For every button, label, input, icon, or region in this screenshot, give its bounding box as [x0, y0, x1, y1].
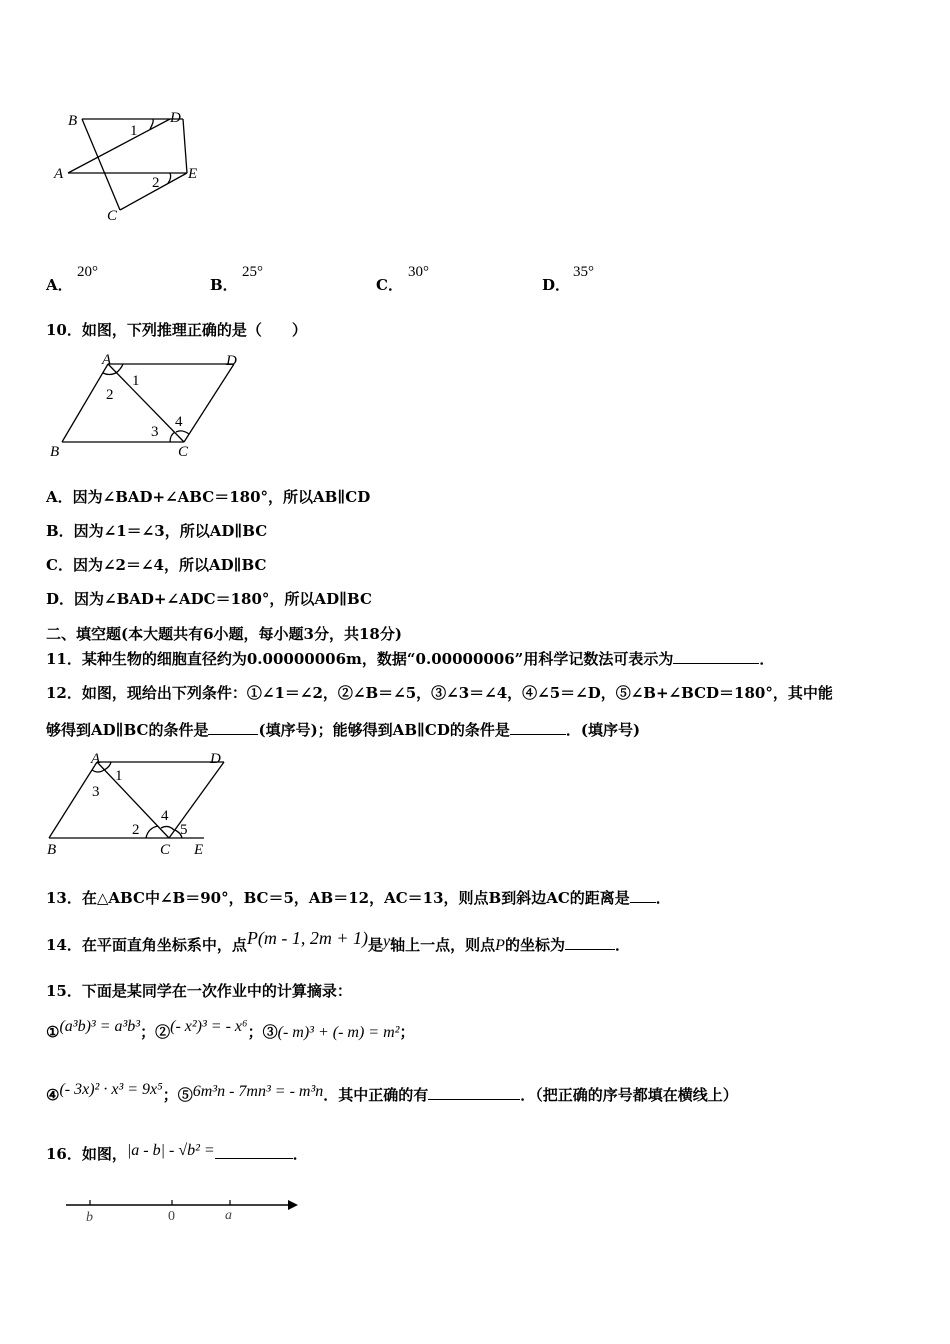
- q15-answer-blank[interactable]: [428, 1085, 520, 1100]
- label-B: B: [68, 113, 78, 129]
- q15-stem: 15．下面是某同学在一次作业中的计算摘录：: [46, 982, 352, 1000]
- segment-AB: [49, 762, 97, 838]
- q14-answer-blank[interactable]: [565, 935, 615, 950]
- q9-option-d-label: D．: [542, 276, 571, 294]
- q13-end: ．: [655, 889, 671, 907]
- segment-AC: [108, 364, 184, 442]
- q11-end: ．: [759, 650, 775, 668]
- label-angle-2: 2: [152, 175, 160, 191]
- q12-line2: [46, 720, 640, 740]
- q15-line1: [46, 1018, 415, 1043]
- segment-DC: [184, 364, 234, 442]
- segment-BC: [82, 119, 120, 210]
- angle-arc-4: [176, 431, 189, 434]
- q15-sep-3: ；: [399, 1023, 415, 1041]
- q15-expr-3: (- m)³ + (- m) = m²: [277, 1024, 400, 1041]
- q15-expr-5: 6m³n - 7mn³ = - m³n: [192, 1083, 324, 1100]
- q9-option-b-value: 25°: [242, 264, 263, 280]
- q15-sep-2: ；: [247, 1023, 263, 1041]
- q15-tail-1: ．其中正确的有: [323, 1086, 429, 1104]
- label-A: A: [54, 166, 64, 182]
- label-angle-5: 5: [180, 822, 188, 838]
- q14-mid: 是: [368, 936, 384, 954]
- q15-circle-3: ③: [262, 1023, 278, 1041]
- q15-circle-2: ②: [155, 1023, 171, 1041]
- label-zero: 0: [168, 1209, 175, 1224]
- angle-arc-2: [103, 373, 116, 375]
- label-E: E: [188, 166, 198, 182]
- q12-answer-blank-2[interactable]: [510, 720, 566, 735]
- q14-tail: 的坐标为: [504, 936, 565, 954]
- q12-line1: 12．如图，现给出下列条件：①∠1＝∠2，②∠B＝∠5，③∠3＝∠4，④∠5＝∠D，⑤∠B+∠BCD＝180°，其中能: [46, 684, 833, 702]
- label-angle-2: 2: [132, 822, 140, 838]
- q13-answer-blank[interactable]: [630, 888, 656, 903]
- q15-circle-4: ④: [46, 1086, 60, 1104]
- label-angle-3: 3: [92, 784, 100, 800]
- q15-expr-2: (- x²)³ = - x⁶: [170, 1018, 248, 1035]
- figure-q10: [46, 350, 246, 462]
- q9-option-d-value: 35°: [573, 264, 594, 280]
- label-angle-4: 4: [161, 808, 169, 824]
- label-D: D: [170, 110, 181, 126]
- label-angle-2: 2: [106, 387, 114, 403]
- label-E: E: [194, 842, 204, 858]
- q15-line2: [46, 1081, 738, 1106]
- q11-answer-blank[interactable]: [673, 649, 759, 664]
- q13: [46, 888, 671, 908]
- q9-option-a-label: A．: [46, 276, 73, 294]
- q9-option-b-label: B．: [210, 276, 238, 294]
- q15-expr-4: (- 3x)² · x³ = 9x⁵: [59, 1081, 163, 1098]
- label-angle-1: 1: [130, 123, 138, 139]
- label-D: D: [210, 751, 221, 767]
- label-C: C: [160, 842, 171, 858]
- angle-arc-4: [161, 826, 174, 830]
- q14: [46, 928, 630, 956]
- segment-AD: [68, 119, 170, 173]
- q9-option-c-value: 30°: [408, 264, 429, 280]
- q14-p: P: [495, 937, 505, 954]
- label-angle-4: 4: [175, 414, 183, 430]
- figure-q9: [50, 105, 210, 225]
- label-C: C: [107, 208, 118, 224]
- q16-answer-blank[interactable]: [215, 1144, 293, 1159]
- q15-tail-2: ．（把正确的序号都填在横线上）: [520, 1086, 738, 1104]
- q14-suffix: 轴上一点，则点: [390, 936, 496, 954]
- q15-circle-1: ①: [46, 1023, 60, 1041]
- q10-option-d: D．因为∠BAD+∠ADC＝180°，所以AD∥BC: [46, 590, 372, 608]
- q10-option-b: B．因为∠1＝∠3，所以AD∥BC: [46, 522, 268, 540]
- segment-DC: [169, 762, 224, 838]
- label-D: D: [226, 353, 237, 369]
- q14-axis: y: [383, 933, 391, 950]
- q10-option-a: A．因为∠BAD+∠ABC＝180°，所以AB∥CD: [46, 488, 371, 506]
- label-b: b: [86, 1210, 93, 1225]
- q13-text: 13．在△ABC中∠B＝90°，BC＝5，AB＝12，AC＝13，则点B到斜边AC的距离是: [46, 889, 630, 907]
- q15-sep-1: ；: [140, 1023, 156, 1041]
- q9-option-c-label: C．: [376, 276, 403, 294]
- q12-text-c: ．(填序号): [565, 721, 641, 739]
- label-A: A: [102, 352, 112, 368]
- q11: [46, 649, 774, 669]
- angle-arc-1: [104, 762, 111, 770]
- angle-arc-3: [92, 770, 104, 772]
- label-a: a: [225, 1208, 232, 1223]
- segment-AB: [62, 364, 108, 442]
- label-angle-1: 1: [132, 373, 140, 389]
- q11-text: 11．某种生物的细胞直径约为0.00000006m，数据“0.00000006”用科学记数法可表示为: [46, 650, 674, 668]
- q16-end: ．: [292, 1145, 308, 1163]
- label-B: B: [47, 842, 57, 858]
- q12-text-b: (填序号)；能够得到AB∥CD的条件是: [258, 721, 510, 739]
- label-angle-1: 1: [115, 768, 123, 784]
- label-angle-3: 3: [151, 424, 159, 440]
- q15-circle-5: ⑤: [177, 1086, 193, 1104]
- q15-expr-1: (a³b)³ = a³b³: [59, 1018, 141, 1035]
- q16-prefix: 16．如图，: [46, 1145, 127, 1163]
- arrow-right-icon: [288, 1200, 298, 1210]
- q14-point: P(m - 1, 2m + 1): [246, 928, 369, 948]
- section-title: 二、填空题(本大题共有6小题，每小题3分，共18分): [46, 625, 402, 643]
- q10-stem: 10．如图，下列推理正确的是（ ）: [46, 321, 307, 339]
- figure-q12: [44, 748, 230, 860]
- angle-arc-2: [146, 826, 158, 838]
- label-B: B: [50, 444, 60, 460]
- angle-arc-3: [170, 432, 175, 442]
- angle-arc-1: [116, 364, 123, 373]
- q14-prefix: 14．在平面直角坐标系中，点: [46, 936, 247, 954]
- q15-sep-4: ；: [162, 1086, 178, 1104]
- q10-option-c: C．因为∠2＝∠4，所以AD∥BC: [46, 556, 267, 574]
- q12-answer-blank-1[interactable]: [208, 720, 258, 735]
- label-C: C: [178, 444, 189, 460]
- q9-option-a-value: 20°: [77, 264, 98, 280]
- segment-DE: [183, 119, 187, 173]
- q16: [46, 1144, 308, 1165]
- q16-expr: |a - b| - √b² =: [126, 1142, 215, 1159]
- q12-text-a: 够得到AD∥BC的条件是: [46, 721, 209, 739]
- q14-end: ．: [614, 936, 630, 954]
- number-line: [60, 1190, 310, 1230]
- label-A: A: [91, 751, 101, 767]
